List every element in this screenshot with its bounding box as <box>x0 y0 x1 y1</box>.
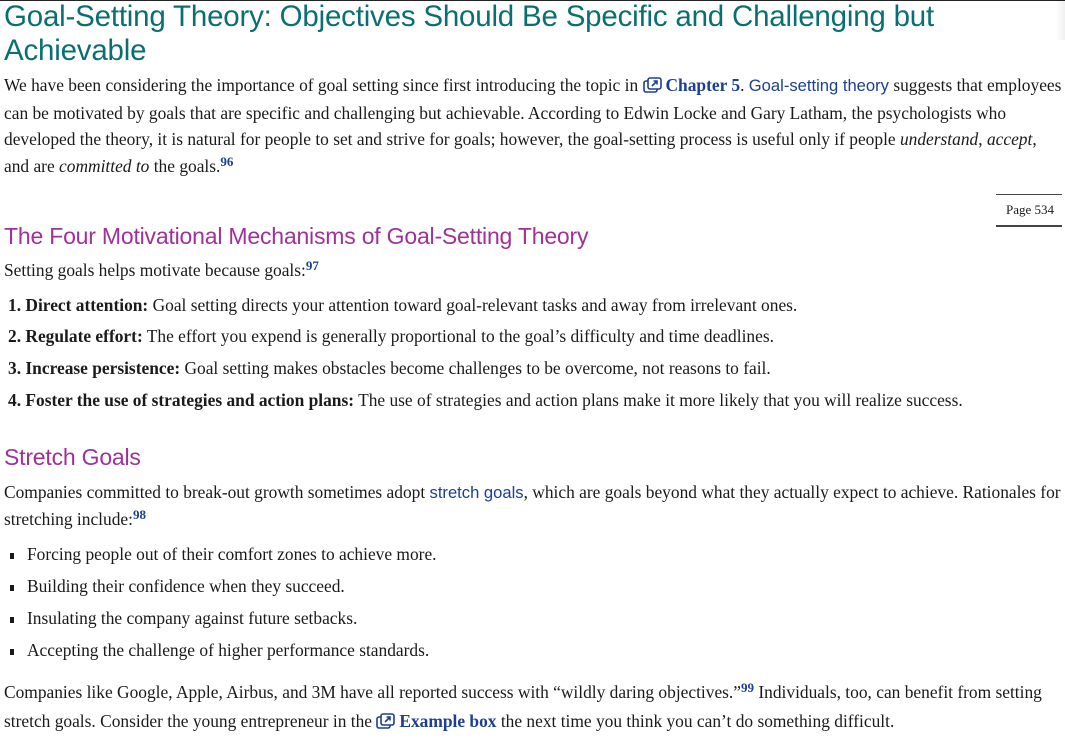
list-text: The use of strategies and action plans make it more likely that you will realize success. <box>354 389 963 410</box>
intro-text-3: suggests that employees can be motivated by goals that are specific and challenging but achievable. According to Edwin Locke and Gary Latham, the psychologists who developed the theory, it is natural for people to set and strive for goals; however, the goal-setting process is useful only if people <box>4 75 1062 150</box>
intro-text-6: the goals. <box>149 156 221 177</box>
list-item <box>4 353 1062 385</box>
bullet-icon <box>10 553 14 559</box>
stretch-text-1: Companies committed to break-out growth sometimes adopt <box>4 481 430 502</box>
bullet-icon <box>10 617 14 623</box>
list-text: Goal setting makes obstacles become challenges to be overcome, not reasons to fail. <box>180 358 771 379</box>
emphasis-accept: accept <box>986 129 1033 150</box>
bullet-text: Building their confidence when they succeed. <box>27 575 345 596</box>
emphasis-understand: understand <box>899 129 979 150</box>
mechanisms-list <box>4 290 1062 417</box>
list-number: 1. <box>8 294 22 315</box>
section-heading-mechanisms: The Four Motivational Mechanisms of Goal-Setting Theory <box>4 222 589 249</box>
page-content <box>4 0 1062 736</box>
list-text: The effort you expend is generally proportional to the goal’s difficulty and time deadlines. <box>142 326 774 347</box>
intro-text-4: , <box>978 129 987 150</box>
footnote-98[interactable]: 98 <box>132 507 146 523</box>
intro-text-2: . <box>740 75 749 95</box>
bullet-text: Forcing people out of their comfort zones to achieve more. <box>27 544 437 565</box>
bullet-icon <box>10 649 14 655</box>
stretch-goals-paragraph <box>4 479 1062 533</box>
bullet-text: Accepting the challenge of higher performance standards. <box>27 639 430 660</box>
list-term: Increase persistence: <box>25 358 181 379</box>
list-text: Goal setting directs your attention toward goal-relevant tasks and away from irrelevant ones. <box>148 294 798 315</box>
companies-text-1: Companies like Google, Apple, Airbus, and 3M have all reported success with “wildly daring objectives.” <box>4 682 742 703</box>
mechanisms-lead <box>4 257 1062 284</box>
intro-text-5: , and are <box>4 129 1037 177</box>
list-item <box>4 321 1062 353</box>
list-item <box>4 603 1062 635</box>
bullet-text: Insulating the company against future setbacks. <box>27 607 358 628</box>
footnote-99[interactable]: 99 <box>741 680 755 696</box>
key-term-goal-setting-theory[interactable]: Goal-setting theory <box>748 76 889 95</box>
list-item <box>4 385 1062 417</box>
rationales-list <box>4 539 1062 666</box>
list-term: Direct attention: <box>25 294 149 315</box>
list-item <box>4 539 1062 571</box>
external-link-icon[interactable] <box>376 713 395 729</box>
list-item <box>4 635 1062 667</box>
page-title: Goal-Setting Theory: Objectives Should Be Specific and Challenging but Achievable <box>4 0 935 67</box>
stretch-text-2: , which are goals beyond what they actually expect to achieve. Rationales for stretching include: <box>4 481 1061 530</box>
emphasis-committed-to: committed to <box>59 156 150 177</box>
companies-text-2: Individuals, too, can benefit from setting stretch goals. Consider the young entrepreneur in the <box>4 682 1042 732</box>
list-item <box>4 290 1062 322</box>
list-term: Regulate effort: <box>25 326 143 347</box>
external-link-icon[interactable] <box>643 77 662 93</box>
list-term: Foster the use of strategies and action plans: <box>25 389 355 410</box>
list-number: 3. <box>8 358 22 379</box>
list-item <box>4 571 1062 603</box>
list-number: 4. <box>8 389 22 410</box>
companies-text-3: the next time you think you can’t do something difficult. <box>496 711 895 732</box>
chapter-5-link[interactable]: Chapter 5 <box>665 75 741 95</box>
bullet-icon <box>10 585 14 591</box>
companies-paragraph <box>4 678 1062 736</box>
page-number-text: Page 534 <box>1005 202 1054 217</box>
footnote-97[interactable]: 97 <box>305 257 319 273</box>
page-number-marker <box>996 194 1062 227</box>
example-box-link[interactable]: Example box <box>399 711 497 732</box>
list-number: 2. <box>8 326 22 347</box>
mechanisms-lead-text: Setting goals helps motivate because goals: <box>4 259 306 280</box>
intro-text-1: We have been considering the importance of goal setting since first introducing the topic in <box>4 75 643 95</box>
footnote-96[interactable]: 96 <box>220 154 234 170</box>
key-term-stretch-goals[interactable]: stretch goals <box>429 482 524 502</box>
intro-paragraph <box>4 72 1062 180</box>
section-heading-stretch-goals: Stretch Goals <box>4 443 141 470</box>
